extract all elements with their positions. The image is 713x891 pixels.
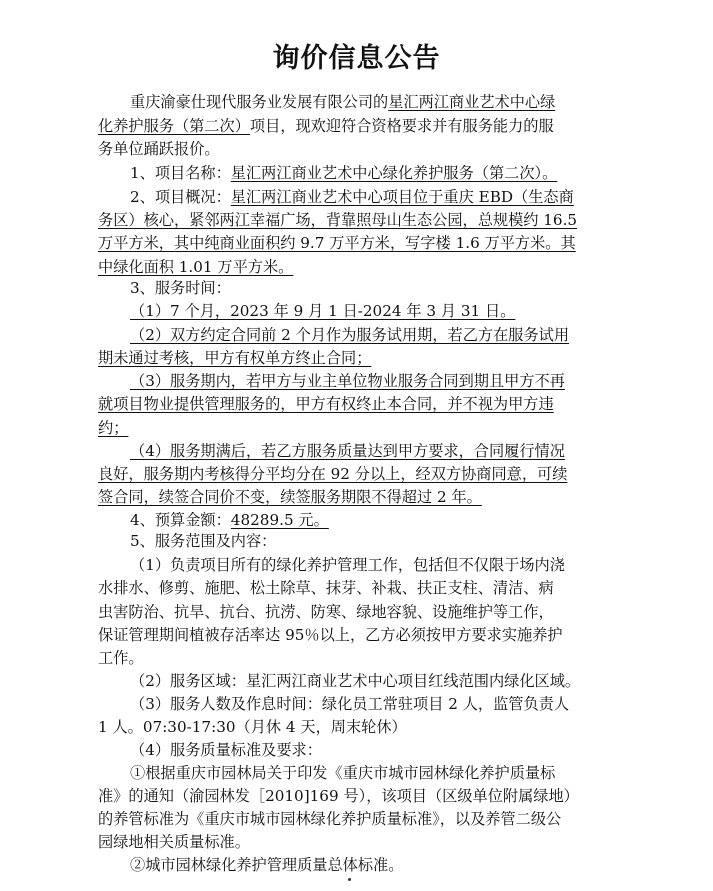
- item-5-sub-3-line-1: （3）服务人数及作息时间：绿化员工常驻项目 2 人，监管负责人: [130, 695, 570, 713]
- intro-project-name-cont: 化养护服务（第二次）: [98, 117, 250, 135]
- item-1-value: 星汇两江商业艺术中心绿化养护服务（第二次）。: [230, 164, 558, 182]
- quality-standard-1-line-4: 园绿地相关质量标准。: [98, 833, 250, 851]
- item-2-label: 2、项目概况：: [130, 188, 231, 206]
- item-5-sub-4: （4）服务质量标准及要求：: [130, 741, 322, 759]
- item-5-sub-1-line-4: 保证管理期间植被存活率达 95％以上，乙方必须按甲方要求实施养护: [98, 626, 563, 644]
- item-1-label: 1、项目名称：: [130, 164, 231, 182]
- item-3-sub-3-line-3: 约；: [98, 419, 129, 437]
- item-1: [130, 163, 557, 183]
- item-3-sub-1: （1）7 个月，2023 年 9 月 1 日-2024 年 3 月 31 日。: [130, 302, 516, 320]
- quality-standard-2: ②城市园林绿化养护管理质量总体标准。: [130, 856, 404, 874]
- item-2-line-1: [130, 187, 574, 207]
- item-3-sub-2-line-1: （2）双方约定合同前 2 个月作为服务试用期，若乙方在服务试用: [130, 326, 570, 344]
- intro-line-3: 务单位踊跃报价。: [98, 140, 220, 158]
- item-2-text: 星汇两江商业艺术中心项目位于重庆 EBD（生态商: [230, 188, 574, 206]
- item-5-sub-1-line-3: 虫害防治、抗旱、抗台、抗涝、防寒、绿地容貌、设施维护等工作，: [98, 603, 554, 621]
- item-3-sub-2-line-2: 期未通过考核，甲方有权单方终止合同；: [98, 349, 372, 367]
- item-5-label: 5、服务范围及内容：: [130, 532, 277, 550]
- item-5-sub-3-line-2: 1 人。07:30-17:30（月休 4 天，周末轮休）: [98, 718, 407, 736]
- item-3-sub-4-line-1: （4）服务期满后，若乙方服务质量达到甲方要求，合同履行情况: [130, 442, 565, 460]
- item-3-sub-4-line-3: 签合同，续签合同价不变，续签服务期限不得超过 2 年。: [98, 488, 482, 506]
- quality-standard-1-line-3: 的养管标准为《重庆市城市园林绿化养护质量标准》，以及养管二级公: [98, 810, 562, 828]
- item-5-sub-1-line-2: 水排水、修剪、施肥、松土除草、抹芽、补栽、扶正支柱、清洁、病: [98, 579, 554, 597]
- intro-text: 重庆渝豪仕现代服务业发展有限公司的: [130, 93, 389, 111]
- item-5-sub-2: （2）服务区域：星汇两江商业艺术中心项目红线范围内绿化区域。: [130, 672, 581, 690]
- quality-standard-1-line-2: 准》的通知（渝园林发［2010]169 号），该项目（区级单位附属绿地）: [98, 787, 579, 805]
- item-2-line-2: 务区）核心，紧邻两江幸福广场，背靠照母山生态公园，总规模约 16.5: [98, 211, 578, 229]
- intro-line-1: [130, 92, 555, 112]
- page-title: 询价信息公告: [272, 43, 441, 74]
- intro-project-name: 星汇两江商业艺术中心绿: [388, 93, 556, 111]
- item-3-label: 3、服务时间：: [130, 279, 231, 297]
- item-4: [130, 510, 329, 530]
- item-5-sub-1-line-1: （1）负责项目所有的绿化养护管理工作，包括但不仅限于场内浇: [130, 556, 565, 574]
- item-2-line-3: 万平方米，其中纯商业面积约 9.7 万平方米，写字楼 1.6 万平方米。其: [98, 234, 576, 252]
- page-mark: [348, 878, 351, 881]
- item-3-sub-3-line-1: （3）服务期内，若甲方与业主单位物业服务合同到期且甲方不再: [130, 372, 565, 390]
- item-4-value: 48289.5 元。: [230, 511, 329, 529]
- intro-text: 项目，现欢迎符合资格要求并有服务能力的服: [249, 117, 554, 135]
- item-5-sub-1-line-5: 工作。: [98, 649, 144, 667]
- quality-standard-1-line-1: ①根据重庆市园林局关于印发《重庆市城市园林绿化养护质量标: [130, 764, 556, 782]
- item-2-line-4: 中绿化面积 1.01 万平方米。: [98, 258, 294, 276]
- item-3-sub-4-line-2: 良好，服务期内考核得分平均分在 92 分以上，经双方协商同意，可续: [98, 465, 568, 483]
- item-4-label: 4、预算金额：: [130, 511, 231, 529]
- item-3-sub-3-line-2: 就项目物业提供管理服务的，甲方有权终止本合同，并不视为甲方违: [98, 395, 554, 413]
- intro-line-2: [98, 116, 554, 136]
